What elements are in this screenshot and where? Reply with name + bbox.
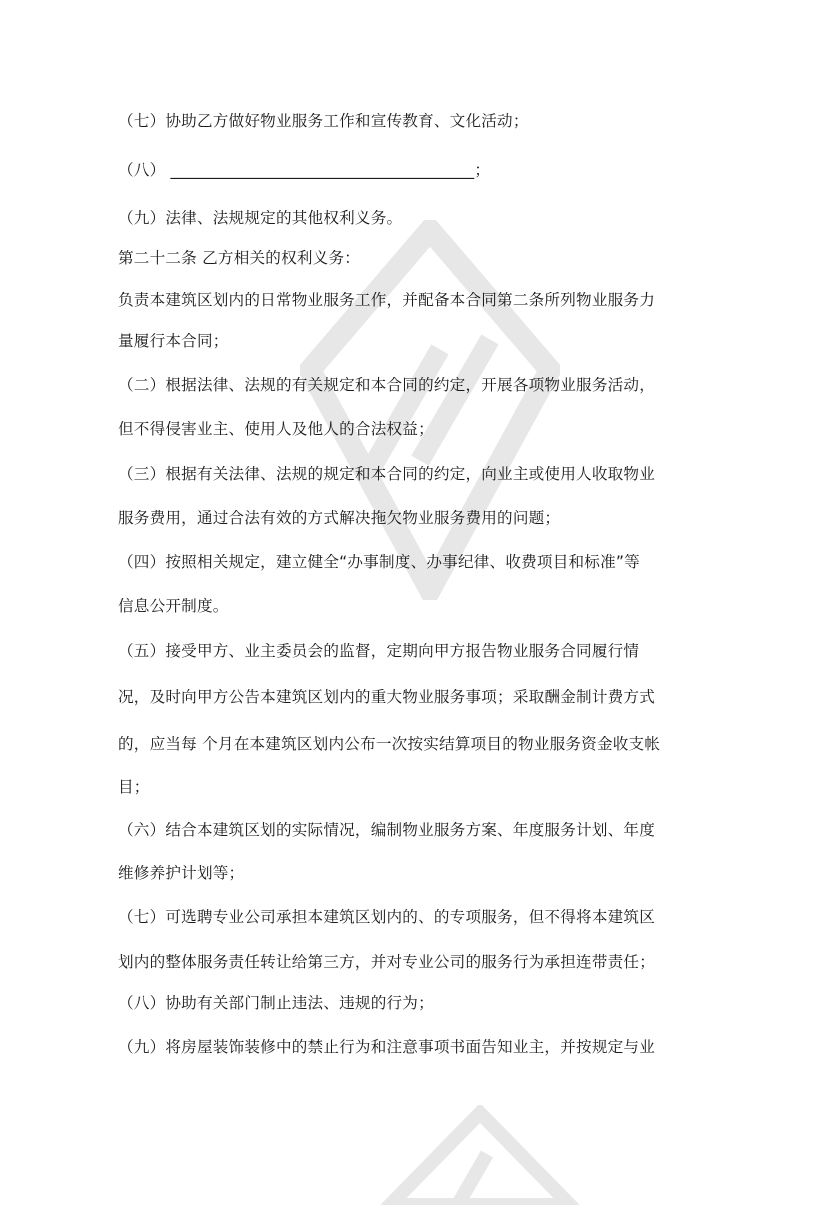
document-line: （四）按照相关规定，建立健全“办事制度、办事纪律、收费项目和标准”等 — [118, 553, 640, 571]
document-line: 维修养护计划等； — [118, 864, 245, 882]
watermark-logo-icon — [300, 220, 560, 600]
document-line: （九）法律、法规规定的其他权利义务。 — [118, 209, 403, 227]
document-line: 目； — [118, 778, 150, 796]
document-line: 信息公开制度。 — [118, 597, 229, 615]
document-line: （八）协助有关部门制止违法、违规的行为； — [118, 994, 434, 1012]
document-line: 量履行本合同； — [118, 332, 229, 350]
document-line: （五）接受甲方、业主委员会的监督，定期向甲方报告物业服务合同履行情 — [118, 642, 640, 660]
document-line: （六）结合本建筑区划的实际情况，编制物业服务方案、年度服务计划、年度 — [118, 821, 655, 839]
document-line: 划内的整体服务责任转让给第三方，并对专业公司的服务行为承担连带责任； — [118, 953, 655, 971]
document-line: （三）根据有关法律、法规的规定和本合同的约定，向业主或使用人收取物业 — [118, 465, 655, 483]
document-line: 但不得侵害业主、使用人及他人的合法权益； — [118, 420, 434, 438]
document-line: 负责本建筑区划内的日常物业服务工作，并配备本合同第二条所列物业服务力 — [118, 291, 655, 309]
document-line: （七）可选聘专业公司承担本建筑区划内的、的专项服务，但不得将本建筑区 — [118, 908, 655, 926]
watermark-logo-icon — [380, 1105, 580, 1205]
document-line: （七）协助乙方做好物业服务工作和宣传教育、文化活动； — [118, 112, 529, 130]
document-line: 的，应当每 个月在本建筑区划内公布一次按实结算项目的物业服务资金收支帐 — [118, 735, 661, 753]
document-line: 况，及时向甲方公告本建筑区划内的重大物业服务事项；采取酬金制计费方式 — [118, 688, 655, 706]
document-line: 第二十二条 乙方相关的权利义务： — [118, 249, 361, 267]
document-line: （九）将房屋装饰装修中的禁止行为和注意事项书面告知业主，并按规定与业 — [118, 1038, 655, 1056]
document-line: 服务费用，通过合法有效的方式解决拖欠物业服务费用的问题； — [118, 509, 561, 527]
document-line: （八） ______________________________________； — [118, 161, 491, 179]
document-line: （二）根据法律、法规的有关规定和本合同的约定，开展各项物业服务活动， — [118, 376, 655, 394]
